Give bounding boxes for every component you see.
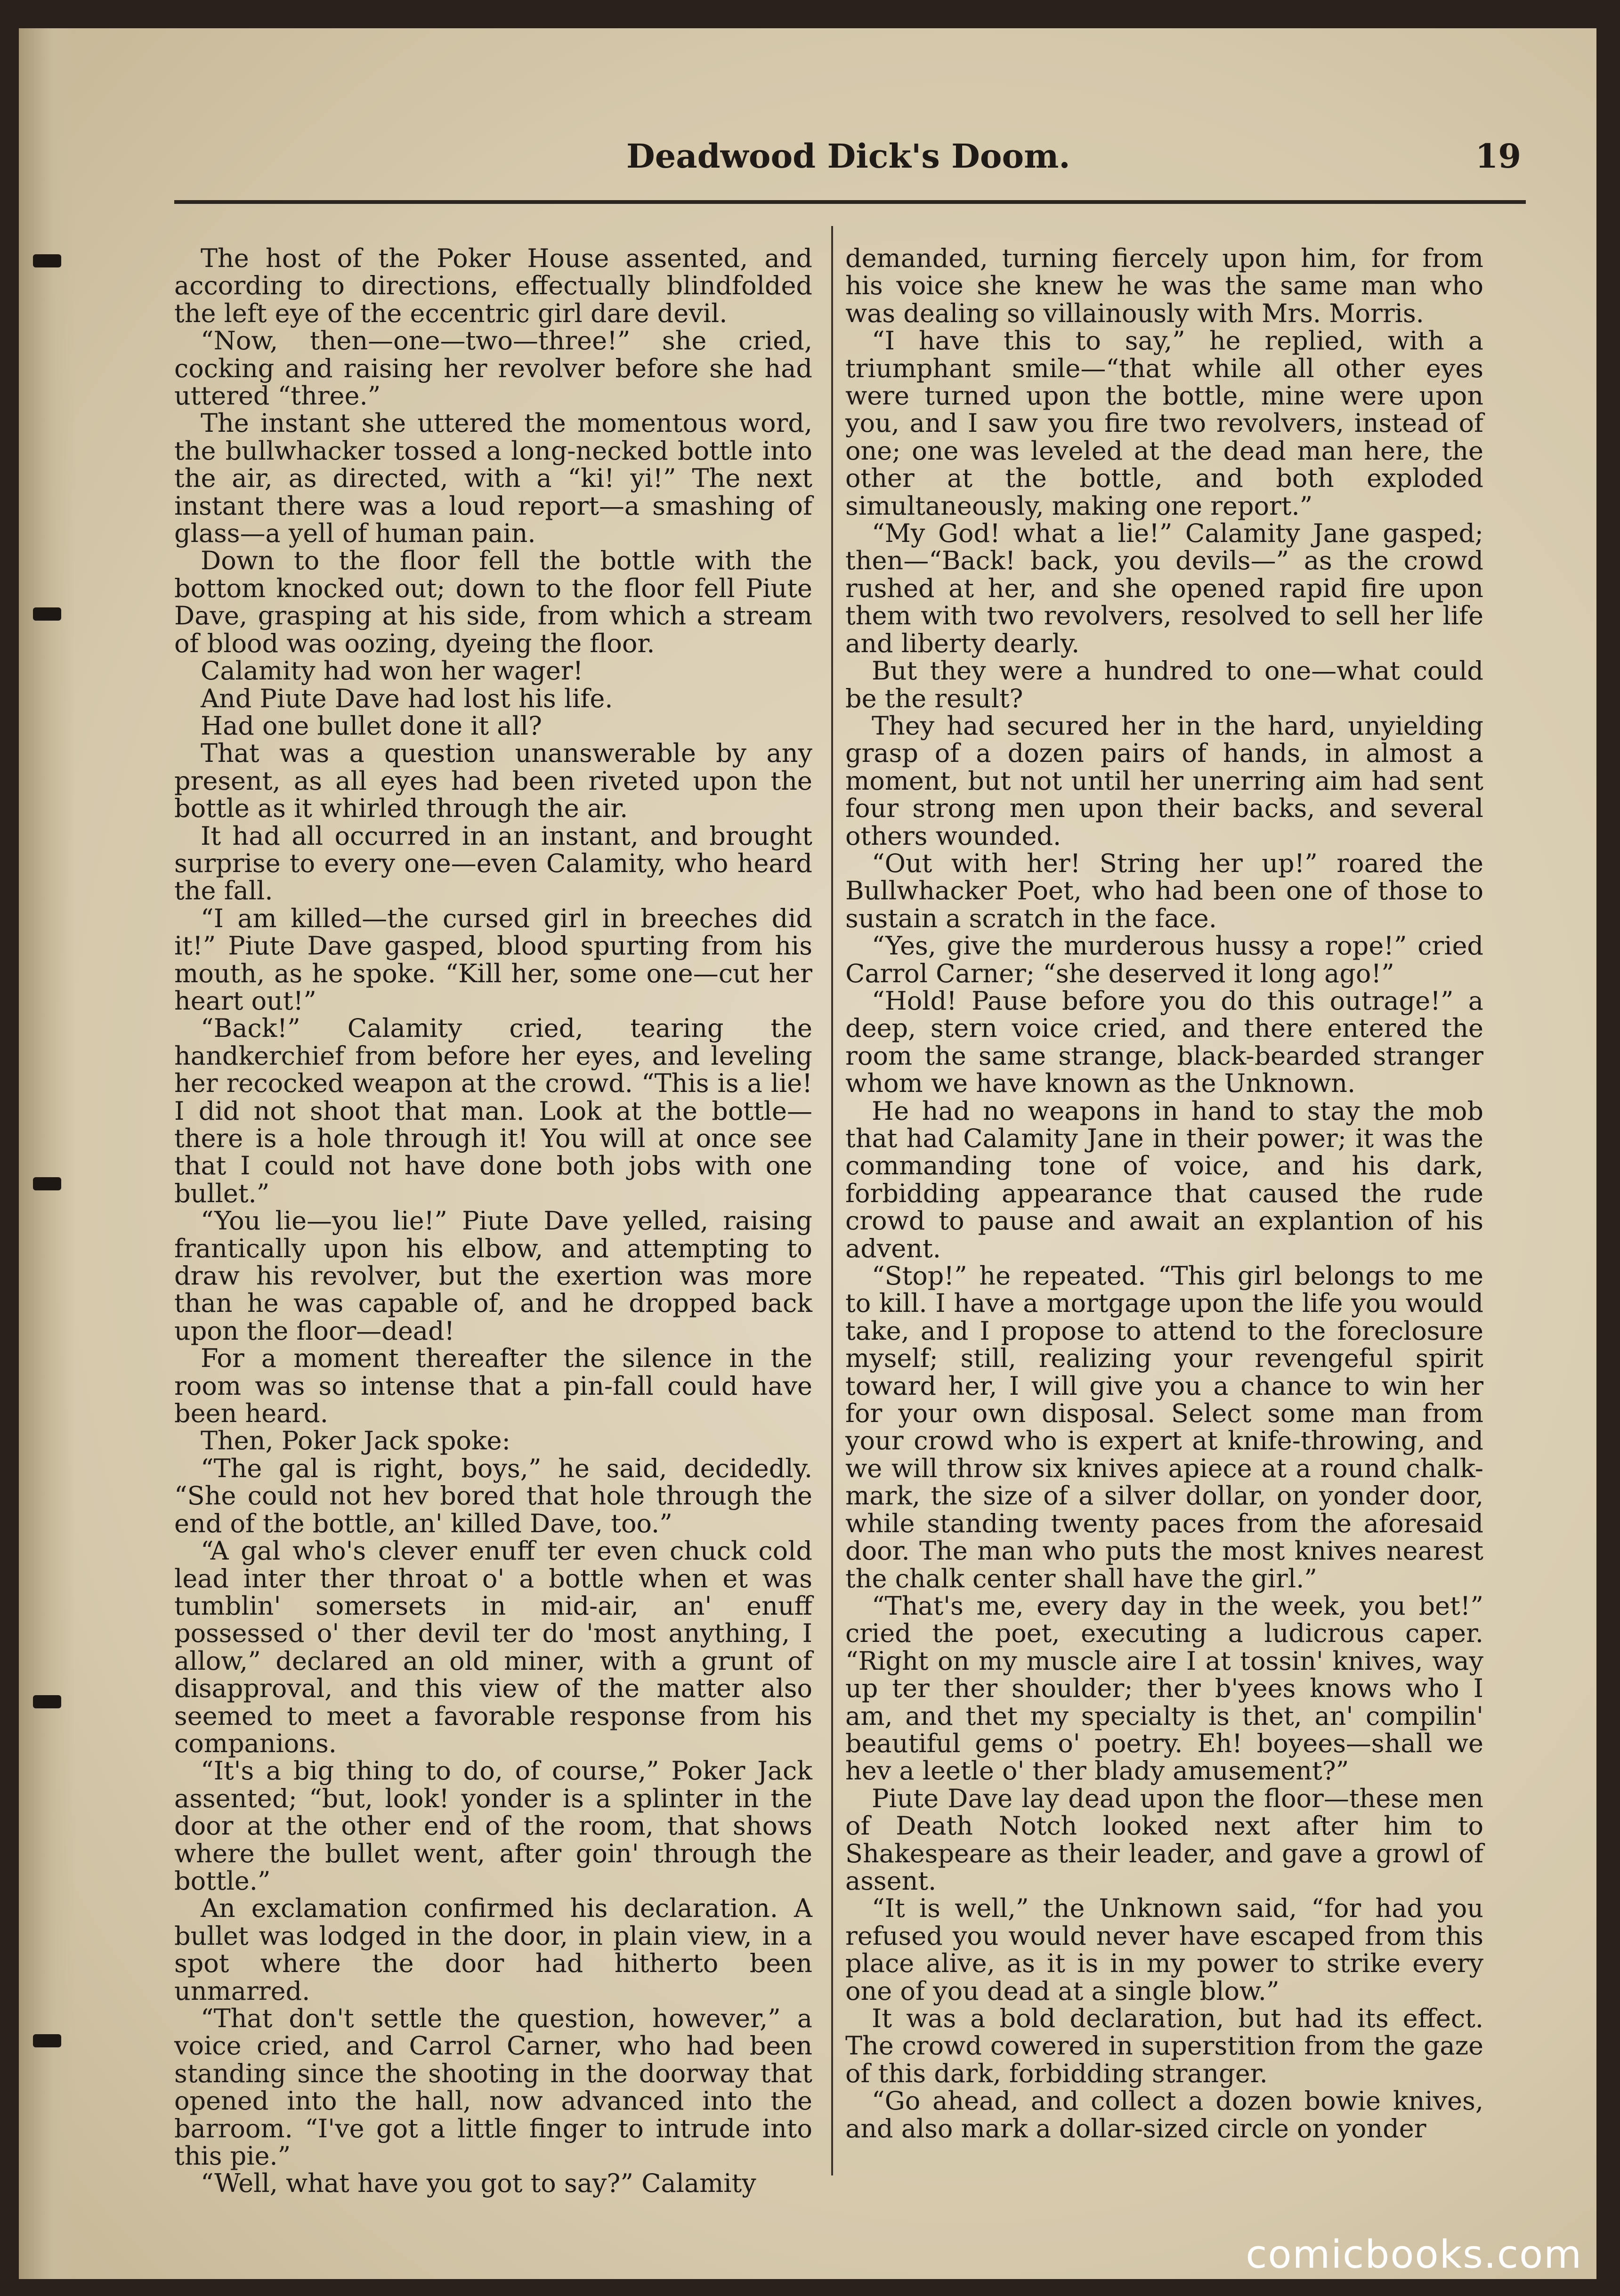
paragraph: But they were a hundred to one—what could be the result? bbox=[845, 656, 1483, 713]
page-binding bbox=[19, 28, 75, 2279]
paragraph: It was a bold declaration, but had its effect. The crowd cowered in superstition from the gaze of this dark, forbidding stranger. bbox=[845, 2004, 1483, 2088]
paragraph: And Piute Dave had lost his life. bbox=[201, 683, 613, 713]
right-column bbox=[845, 245, 1483, 2142]
paragraph: “It is well,” the Unknown said, “for had you refused you would never have escaped from this place alive, as it is in my power to strike every one of you dead at a single blow.” bbox=[845, 1893, 1483, 2006]
paragraph: For a moment thereafter the silence in the room was so intense that a pin-fall could have been heard. bbox=[174, 1343, 812, 1429]
paragraph: “Yes, give the murderous hussy a rope!” cried Carrol Carner; “she deserved it long ago!” bbox=[845, 931, 1483, 988]
paragraph: That was a question unanswerable by any present, as all eyes had been riveted upon the bottle as it whirled through the air. bbox=[174, 738, 812, 824]
paragraph: Had one bullet done it all? bbox=[201, 711, 542, 741]
paragraph: “Now, then—one—two—three!” she cried, cocking and raising her revolver before she had uttered “three.” bbox=[174, 326, 812, 411]
paragraph: “Back!” Calamity cried, tearing the handkerchief from before her eyes, and leveling her recocked weapon at the crowd. “This is a lie! I did not shoot that man. Look at the bottle—there is a hole through it! You will at once see that I could not have done both jobs with one bullet.” bbox=[174, 1013, 812, 1208]
paragraph: “Stop!” he repeated. “This girl belongs to me to kill. I have a mortgage upon the life you would take, and I propose to attend to the foreclosure myself; still, realizing your revengeful spirit toward her, I will give you a chance to win her for your own disposal. Select some man from your crowd who is expert at knife-throwing, and we will throw six knives apiece at a round chalk-mark, the size of a silver dollar, on yonder door, while standing twenty paces from the aforesaid door. The man who puts the most knives nearest the chalk center shall have the girl.” bbox=[845, 1261, 1483, 1593]
paragraph: “Go ahead, and collect a dozen bowie knives, and also mark a dollar-sized circle on yonder bbox=[845, 2086, 1483, 2143]
paragraph: An exclamation confirmed his declaration. A bullet was lodged in the door, in plain view, in a spot where the door had hitherto been unmarred. bbox=[174, 1893, 812, 2006]
paragraph: “Well, what have you got to say?” Calamity bbox=[201, 2168, 756, 2199]
paragraph: He had no weapons in hand to stay the mob that had Calamity Jane in their power; it was the commanding tone of voice, and his dark, forbidding appearance that caused the rude crowd to pause and await an explantion of his advent. bbox=[845, 1096, 1483, 1263]
paragraph: demanded, turning fiercely upon him, for from his voice she knew he was the same man who was dealing so villainously with Mrs. Morris. bbox=[845, 243, 1483, 328]
paragraph: They had secured her in the hard, unyielding grasp of a dozen pairs of hands, in almost a moment, but not until her unerring aim had sent four strong men upon their backs, and several others wounded. bbox=[845, 711, 1483, 851]
paragraph: “The gal is right, boys,” he said, decidedly. “She could not hev bored that hole through the end of the bottle, an' killed Dave, too.” bbox=[174, 1453, 812, 1538]
paragraph: Calamity had won her wager! bbox=[201, 656, 583, 686]
paragraph: Down to the floor fell the bottle with the bottom knocked out; down to the floor fell Piute Dave, grasping at his side, from which a stream of blood was oozing, dyeing the floor. bbox=[174, 546, 812, 658]
running-title: Deadwood Dick's Doom. bbox=[626, 137, 1070, 176]
paragraph: Piute Dave lay dead upon the floor—these men of Death Notch looked next after him to Shakespeare as their leader, and gave a growl of assent. bbox=[845, 1783, 1483, 1896]
binding-stitch bbox=[33, 607, 61, 621]
binding-stitch bbox=[33, 1695, 61, 1708]
paragraph: “Out with her! String her up!” roared the Bullwhacker Poet, who had been one of those to sustain a scratch in the face. bbox=[845, 848, 1483, 933]
paragraph: The instant she uttered the momentous word, the bullwhacker tossed a long-necked bottle into the air, as directed, with a “ki! yi!” The next instant there was a loud report—a smashing of glass—a yell of human pain. bbox=[174, 408, 812, 549]
column-divider bbox=[831, 226, 833, 2175]
header-rule bbox=[174, 200, 1526, 204]
paragraph: “A gal who's clever enuff ter even chuck cold lead inter ther throat o' a bottle when et was tumblin' somersets in mid-air, an' enuff possessed o' ther devil ter do 'most anything, I allow,” declared an old miner, with a grunt of disapproval, and this view of the matter also seemed to meet a favorable response from his companions. bbox=[174, 1536, 812, 1758]
paragraph: “It's a big thing to do, of course,” Poker Jack assented; “but, look! yonder is a splinter in the door at the other end of the room, that shows where the bullet went, after goin' through the bottle.” bbox=[174, 1756, 812, 1896]
paragraph: “My God! what a lie!” Calamity Jane gasped; then—“Back! back, you devils—” as the crowd rushed at her, and she opened rapid fire upon them with two revolvers, resolved to sell her life and liberty dearly. bbox=[845, 518, 1483, 658]
paragraph: It had all occurred in an instant, and brought surprise to every one—even Calamity, who heard the fall. bbox=[174, 821, 812, 906]
paragraph: “I have this to say,” he replied, with a triumphant smile—“that while all other eyes were turned upon the bottle, mine were upon you, and I saw you fire two revolvers, instead of one; one was leveled at the dead man here, the other at the bottle, and both exploded simultaneously, making one report.” bbox=[845, 326, 1483, 521]
paragraph: “You lie—you lie!” Piute Dave yelled, raising frantically upon his elbow, and attempting to draw his revolver, but the exertion was more than he was capable of, and he dropped back upon the floor—dead! bbox=[174, 1206, 812, 1346]
paragraph: Then, Poker Jack spoke: bbox=[201, 1426, 510, 1456]
page-header bbox=[626, 137, 1521, 188]
paragraph: “That's me, every day in the week, you bet!” cried the poet, executing a ludicrous caper. “Right on my muscle aire I at tossin' knives, way up ter ther shoulder; ther b'yees knows who I am, and thet my specialty is thet, an' compilin' beautiful gems o' poetry. Eh! boyees—shall we hev a leetle o' ther blady amusement?” bbox=[845, 1591, 1483, 1786]
page-number: 19 bbox=[1475, 137, 1521, 176]
binding-stitch bbox=[33, 1177, 61, 1190]
paragraph: “That don't settle the question, however,” a voice cried, and Carrol Carner, who had been standing since the shooting in the doorway that opened into the hall, now advanced into the barroom. “I've got a little finger to intrude into this pie.” bbox=[174, 2004, 812, 2171]
site-watermark: comicbooks.com bbox=[1246, 2232, 1582, 2277]
paragraph: “I am killed—the cursed girl in breeches did it!” Piute Dave gasped, blood spurting from his mouth, as he spoke. “Kill her, some one—cut her heart out!” bbox=[174, 903, 812, 1016]
binding-stitch bbox=[33, 254, 61, 267]
paragraph: “Hold! Pause before you do this outrage!” a deep, stern voice cried, and there entered the room the same strange, black-bearded stranger whom we have known as the Unknown. bbox=[845, 986, 1483, 1099]
left-column bbox=[174, 245, 812, 2198]
book-page bbox=[19, 28, 1596, 2279]
binding-stitch bbox=[33, 2034, 61, 2047]
paragraph: The host of the Poker House assented, and according to directions, effectually blindfolded the left eye of the eccentric girl dare devil. bbox=[174, 243, 812, 328]
